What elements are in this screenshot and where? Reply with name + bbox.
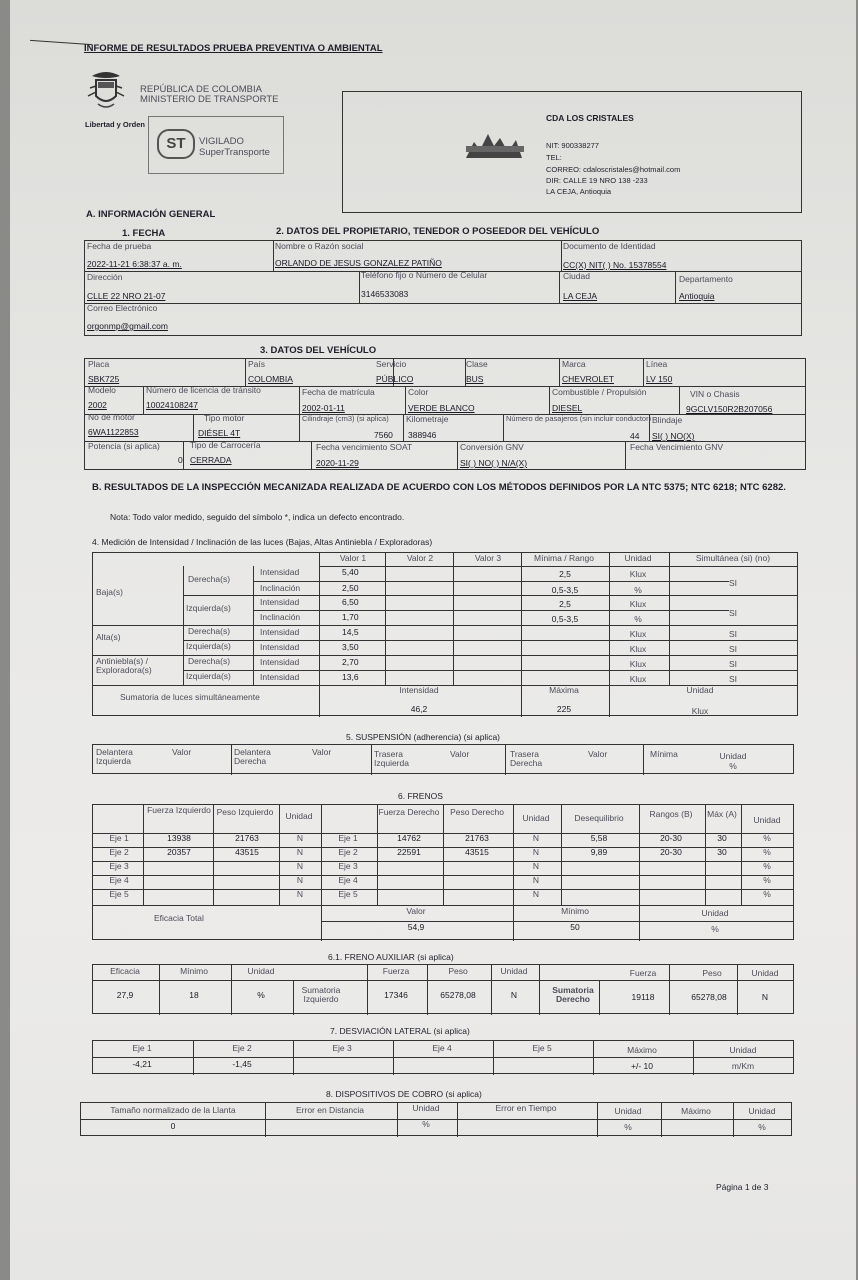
lights-unit: Klux (629, 674, 647, 684)
note: Nota: Todo valor medido, seguido del símbolo *, indica un defecto encontrado. (110, 512, 405, 522)
brakes-cell: Eje 3 (338, 861, 358, 871)
lights-sum-int-label: Intensidad (399, 685, 439, 695)
cda-address: DIR: CALLE 19 NRO 138 -233 (546, 176, 648, 185)
lights-unit: % (634, 585, 642, 595)
aux-peso-izq: 65278,08 (440, 990, 476, 1000)
aux-h-peso2: Peso (702, 968, 722, 978)
brakes-cell: N (532, 833, 540, 843)
brakes-cell: 14762 (397, 833, 421, 843)
potencia-value: 0 (178, 455, 183, 465)
fecha-value: 2022-11-21 6:38:37 a. m. (87, 259, 182, 269)
lights-baja-der: Derecha(s) (188, 574, 231, 584)
fecha-label: Fecha de prueba (87, 241, 152, 251)
meter-unit1: % (422, 1119, 430, 1129)
lights-h-minima: Mínima / Rango (534, 553, 594, 563)
brakes-unidad: % (711, 924, 719, 934)
lights-alta-izq: Izquierda(s) (186, 641, 231, 651)
lights-value: 5,40 (342, 567, 359, 577)
deviation-value: -4,21 (132, 1059, 152, 1069)
lights-simultanea: SI (728, 578, 738, 588)
susp-valor: Valor (172, 747, 192, 757)
meter-h-err-dist: Error en Distancia (295, 1105, 365, 1115)
lights-antiniebla-label: Antiniebla(s) / Exploradora(s) (96, 656, 152, 675)
placa-value: SBK725 (88, 374, 120, 384)
brakes-h-peso-izq: Peso Izquierdo (216, 807, 274, 817)
lights-min: 0,5-3,5 (551, 585, 579, 595)
meter-h-unidad: Unidad (412, 1103, 440, 1113)
brakes-cell: Eje 1 (109, 833, 129, 843)
lights-row-type: Intensidad (260, 672, 300, 682)
brakes-cell: 9,89 (590, 847, 608, 857)
suspension-table (92, 744, 794, 774)
lights-title: 4. Medición de Intensidad / Inclinación de las luces (Bajas, Altas Antiniebla / Exploradoras) (92, 537, 433, 547)
brakes-cell: % (763, 847, 771, 857)
linea-value: LV 150 (646, 374, 673, 384)
deviation-max-label: Máximo (627, 1045, 657, 1055)
brakes-cell: 21763 (465, 833, 489, 843)
gnv-vencimiento-label: Fecha Vencimiento GNV (630, 442, 724, 452)
clase-value: BUS (466, 374, 484, 384)
lights-row-type: Intensidad (260, 567, 300, 577)
owner-email-label: Correo Electrónico (87, 303, 158, 313)
tipo-motor-value: DIÉSEL 4T (198, 428, 241, 438)
brakes-cell: Eje 3 (109, 861, 129, 871)
page-number: Página 1 de 3 (716, 1182, 769, 1192)
owner-address-label: Dirección (87, 272, 123, 282)
servicio-label: Servicio (376, 359, 407, 369)
vin-value: 9GCLV150R2B207056 (686, 404, 773, 414)
aux-peso-der: 65278,08 (691, 992, 727, 1002)
brakes-h-unidad: Unidad (285, 811, 313, 821)
brakes-h-fuerza-der: Fuerza Derecho (378, 807, 440, 817)
lights-h-valor1: Valor 1 (339, 553, 367, 563)
brakes-cell: 21763 (235, 833, 259, 843)
brakes-cell: 30 (717, 847, 727, 857)
aux-h-eficacia: Eficacia (110, 966, 140, 976)
owner-address-value: CLLE 22 NRO 21-07 (87, 291, 166, 301)
document-page (10, 0, 856, 1280)
potencia-label: Potencia (si aplica) (88, 441, 160, 451)
vin-label: VIN o Chasis (690, 389, 740, 399)
lights-sum-max-label: Máxima (549, 685, 579, 695)
brakes-cell: Eje 2 (109, 847, 129, 857)
blindaje-label: Blindaje (652, 415, 683, 425)
report-title: INFORME DE RESULTADOS PRUEBA PREVENTIVA O AMBIENTAL (84, 43, 383, 54)
gnv-label: Conversión GNV (460, 442, 524, 452)
lights-baja-label: Baja(s) (96, 587, 123, 597)
brakes-cell: Eje 1 (338, 833, 358, 843)
matricula-label: Fecha de matrícula (302, 387, 375, 397)
lights-simultanea: SI (728, 608, 738, 618)
pais-value: COLOMBIA (248, 374, 293, 384)
aux-minimo: 18 (189, 990, 199, 1000)
modelo-label: Modelo (88, 385, 116, 395)
brakes-cell: 5,58 (590, 833, 608, 843)
brakes-cell: 20-30 (660, 847, 682, 857)
deviation-axle-label: Eje 3 (332, 1043, 352, 1053)
brakes-valor: 54,9 (407, 922, 425, 932)
brakes-cell: 13938 (167, 833, 191, 843)
deviation-axle-label: Eje 5 (532, 1043, 552, 1053)
aux-unidad: % (257, 990, 265, 1000)
lights-unit: Klux (629, 659, 647, 669)
general-info-table (84, 240, 802, 336)
brakes-cell: 20-30 (660, 833, 682, 843)
aux-fuerza-der: 19118 (631, 992, 655, 1002)
vehicle-title: 3. DATOS DEL VEHÍCULO (260, 345, 377, 356)
susp-tra-izq: Trasera Izquierda (374, 749, 409, 768)
brakes-valor-label: Valor (406, 906, 426, 916)
deviation-unit-label: Unidad (729, 1045, 757, 1055)
aux-unit-izq: N (510, 990, 518, 1000)
brakes-cell: Eje 5 (338, 889, 358, 899)
lights-h-simultanea: Simultánea (si) (no) (695, 553, 771, 563)
lights-row-type: Intensidad (260, 597, 300, 607)
margin-mark (30, 40, 92, 45)
meter-h-unidad2: Unidad (614, 1106, 642, 1116)
brakes-h-peso-der: Peso Derecho (450, 807, 504, 817)
vigilado-label: VIGILADO (199, 136, 244, 147)
meter-h-err-tiempo: Error en Tiempo (495, 1103, 557, 1113)
meter-unit3: % (758, 1122, 766, 1132)
servicio-value: PÚBLICO (376, 374, 414, 384)
brakes-cell: N (532, 875, 540, 885)
susp-valor: Valor (450, 749, 470, 759)
susp-valor: Valor (588, 749, 608, 759)
lights-min: 2,5 (559, 569, 571, 579)
brakes-cell: N (532, 861, 540, 871)
aux-h-minimo: Mínimo (180, 966, 208, 976)
cda-tel: TEL: (546, 153, 562, 162)
deviation-value: -1,45 (232, 1059, 252, 1069)
lights-sum-int: 46,2 (410, 704, 428, 714)
brakes-cell: Eje 4 (109, 875, 129, 885)
suspension-title: 5. SUSPENSIÓN (adherencia) (si aplica) (346, 732, 501, 742)
motor-label: No de motor (88, 412, 135, 422)
lights-simultanea: SI (728, 674, 738, 684)
deviation-title: 7. DESVIACIÓN LATERAL (si aplica) (330, 1026, 470, 1036)
lights-value: 13,6 (342, 672, 359, 682)
cda-nit: NIT: 900338277 (546, 141, 599, 150)
meter-title: 8. DISPOSITIVOS DE COBRO (si aplica) (326, 1089, 482, 1099)
susp-unit: % (729, 761, 737, 771)
brakes-minimo-label: Mínimo (561, 906, 589, 916)
republic-label: REPÚBLICA DE COLOMBIA (140, 84, 262, 95)
cda-name: CDA LOS CRISTALES (546, 113, 634, 123)
brakes-cell: N (296, 847, 304, 857)
color-value: VERDE BLANCO (408, 403, 475, 413)
deviation-axle-label: Eje 4 (432, 1043, 452, 1053)
lights-simultanea: SI (728, 644, 738, 654)
brakes-cell: 43515 (235, 847, 259, 857)
carroceria-value: CERRADA (190, 455, 232, 465)
brakes-cell: % (763, 875, 771, 885)
cilindraje-label: Cilindraje (cm3) (si aplica) (302, 414, 389, 423)
lights-sum-unit-label: Unidad (686, 685, 714, 695)
marca-value: CHEVROLET (562, 374, 614, 384)
lights-h-valor3: Valor 3 (474, 553, 502, 563)
brakes-h-max: Máx (A) (707, 809, 737, 819)
lights-sum-max: 225 (556, 704, 572, 714)
brakes-cell: % (763, 861, 771, 871)
lights-unit: Klux (629, 629, 647, 639)
lights-row-type: Inclinación (260, 583, 301, 593)
susp-unidad: Unidad (719, 751, 747, 761)
lights-unit: Klux (629, 644, 647, 654)
owner-email-value: orgonmp@gmail.com (87, 321, 168, 331)
aux-eficacia: 27,9 (116, 990, 134, 1000)
brakes-cell: % (763, 889, 771, 899)
brakes-eficacia-label: Eficacia Total (154, 913, 204, 923)
meter-unit2: % (624, 1122, 632, 1132)
brakes-minimo: 50 (570, 922, 580, 932)
marca-label: Marca (562, 359, 586, 369)
clase-label: Clase (466, 359, 488, 369)
lights-min: 2,5 (559, 599, 571, 609)
cilindraje-value: 7560 (374, 430, 393, 440)
lights-row-type: Inclinación (260, 612, 301, 622)
brakes-h-deseq: Desequilibrio (574, 813, 624, 823)
owner-city-value: LA CEJA (563, 291, 598, 301)
lights-value: 6,50 (342, 597, 359, 607)
deviation-axle-label: Eje 1 (132, 1043, 152, 1053)
lights-value: 1,70 (342, 612, 359, 622)
owner-dept-value: Antioquia (679, 291, 715, 301)
lights-simultanea: SI (728, 659, 738, 669)
pasajeros-label: Número de pasajeros (sin incluir conductor) (506, 414, 652, 423)
lights-value: 2,70 (342, 657, 359, 667)
tipo-motor-label: Tipo motor (204, 413, 245, 423)
lights-value: 14,5 (342, 627, 359, 637)
brakes-cell: N (296, 889, 304, 899)
lights-alta-der: Derecha(s) (188, 626, 231, 636)
lights-unit: % (634, 614, 642, 624)
licencia-label: Número de licencia de tránsito (146, 385, 261, 395)
ministry-label: MINISTERIO DE TRANSPORTE (140, 94, 279, 105)
combustible-label: Combustible / Propulsión (552, 387, 647, 397)
owner-doc-value: CC(X) NIT( ) No. 15378554 (563, 260, 667, 270)
carroceria-label: Tipo de Carrocería (190, 440, 261, 450)
aux-brake-title: 6.1. FRENO AUXILIAR (si aplica) (328, 952, 454, 962)
matricula-value: 2002-01-11 (302, 403, 345, 413)
brakes-cell: N (532, 889, 540, 899)
brakes-cell: N (296, 833, 304, 843)
owner-name-value: ORLANDO DE JESUS GONZALEZ PATIÑO (275, 258, 442, 268)
deviation-max: +/- 10 (631, 1061, 653, 1071)
lights-h-valor2: Valor 2 (406, 553, 434, 563)
motor-value: 6WA1122853 (88, 427, 139, 437)
susp-del-izq: Delantera Izquierda (96, 747, 133, 766)
owner-phone-label: Teléfono fijo o Número de Celular (361, 270, 488, 280)
coat-of-arms-icon (84, 68, 128, 114)
supertransporte-box (148, 116, 284, 174)
brakes-h-fuerza-izq: Fuerza Izquierdo (147, 805, 211, 815)
brakes-h-unidad2: Unidad (522, 813, 550, 823)
brakes-cell: N (296, 875, 304, 885)
supertransporte-label: SuperTransporte (199, 147, 270, 158)
brakes-cell: Eje 4 (338, 875, 358, 885)
motto: Libertad y Orden (85, 120, 146, 129)
cda-email: CORREO: cdaloscristales@hotmail.com (546, 165, 681, 174)
brakes-cell: 22591 (397, 847, 421, 857)
meter-llanta: 0 (170, 1121, 176, 1131)
combustible-value: DIESEL (552, 403, 583, 413)
soat-value: 2020-11-29 (316, 458, 359, 468)
fecha-title: 1. FECHA (122, 228, 166, 239)
st-logo-icon: ST (157, 129, 195, 159)
susp-tra-der: Trasera Derecha (510, 749, 543, 768)
brakes-cell: 20357 (167, 847, 191, 857)
lights-sum-label: Sumatoria de luces simultáneamente (120, 692, 260, 702)
meter-h-unidad3: Unidad (748, 1106, 776, 1116)
modelo-value: 2002 (88, 400, 107, 410)
lights-value: 2,50 (342, 583, 359, 593)
deviation-unit: m/Km (731, 1061, 755, 1071)
kilometraje-value: 388946 (408, 430, 437, 440)
lights-unit: Klux (629, 569, 647, 579)
owner-city-label: Ciudad (563, 271, 590, 281)
susp-valor: Valor (312, 747, 332, 757)
pais-label: País (248, 359, 266, 369)
aux-sum-izq: Sumatoria Izquierdo (301, 985, 341, 1004)
soat-label: Fecha vencimiento SOAT (316, 442, 413, 452)
section-b-title: B. RESULTADOS DE LA INSPECCIÓN MECANIZADA REALIZADA DE ACUERDO CON LOS MÉTODOS DEFINIDOS POR LA NTC 5375; NTC 6218; NTC 6282. (92, 482, 786, 493)
meter-h-maximo: Máximo (681, 1106, 711, 1116)
kilometraje-label: Kilometraje (406, 414, 449, 424)
licencia-value: 10024108247 (146, 400, 199, 410)
brakes-cell: Eje 5 (109, 889, 129, 899)
brakes-title: 6. FRENOS (398, 791, 443, 801)
section-a-title: A. INFORMACIÓN GENERAL (86, 209, 216, 220)
lights-alta-label: Alta(s) (96, 632, 121, 642)
linea-label: Línea (646, 359, 668, 369)
lights-simultanea: SI (728, 629, 738, 639)
lights-h-unidad: Unidad (624, 553, 652, 563)
aux-h-unidad3: Unidad (751, 968, 779, 978)
susp-del-der: Delantera Derecha (234, 747, 271, 766)
brakes-cell: Eje 2 (338, 847, 358, 857)
lights-value: 3,50 (342, 642, 359, 652)
meter-h-llanta: Tamaño normalizado de la Llanta (110, 1105, 236, 1115)
cda-logo-icon (462, 128, 532, 162)
lights-min: 0,5-3,5 (551, 614, 579, 624)
lights-unit: Klux (629, 599, 647, 609)
brakes-cell: 43515 (465, 847, 489, 857)
cda-city: LA CEJA, Antioquia (546, 187, 612, 196)
lights-sum-unit: Klux (691, 706, 709, 716)
aux-h-unidad: Unidad (247, 966, 275, 976)
aux-h-fuerza2: Fuerza (629, 968, 657, 978)
brakes-cell: 30 (717, 833, 727, 843)
placa-label: Placa (88, 359, 110, 369)
deviation-axle-label: Eje 2 (232, 1043, 252, 1053)
lights-row-type: Intensidad (260, 627, 300, 637)
aux-h-peso: Peso (448, 966, 468, 976)
brakes-cell: N (296, 861, 304, 871)
aux-fuerza-izq: 17346 (384, 990, 408, 1000)
brakes-cell: N (532, 847, 540, 857)
pasajeros-value: 44 (630, 431, 640, 441)
aux-unit-der: N (761, 992, 769, 1002)
lights-row-type: Intensidad (260, 642, 300, 652)
lights-row-type: Intensidad (260, 657, 300, 667)
owner-phone-value: 3146533083 (361, 289, 409, 299)
aux-h-unidad2: Unidad (500, 966, 528, 976)
susp-minima: Mínima (650, 749, 678, 759)
lights-baja-izq: Izquierda(s) (186, 603, 231, 613)
brakes-h-unidad3: Unidad (753, 815, 781, 825)
brakes-h-rangos: Rangos (B) (649, 809, 693, 819)
blindaje-value: SI( ) NO(X) (652, 431, 695, 441)
lights-anti-der: Derecha(s) (188, 656, 231, 666)
color-label: Color (408, 387, 429, 397)
owner-title: 2. DATOS DEL PROPIETARIO, TENEDOR O POSEEDOR DEL VEHÍCULO (276, 226, 600, 237)
owner-name-label: Nombre o Razón social (275, 241, 364, 251)
owner-doc-label: Documento de Identidad (563, 241, 656, 251)
aux-h-fuerza: Fuerza (382, 966, 410, 976)
lights-anti-izq: Izquierda(s) (186, 671, 231, 681)
brakes-cell: % (763, 833, 771, 843)
owner-dept-label: Departamento (679, 274, 733, 284)
gnv-value: SI( ) NO( ) N/A(X) (460, 458, 528, 468)
aux-sum-der: Sumatoria Derecho (552, 985, 594, 1004)
brakes-unidad-label: Unidad (701, 908, 729, 918)
